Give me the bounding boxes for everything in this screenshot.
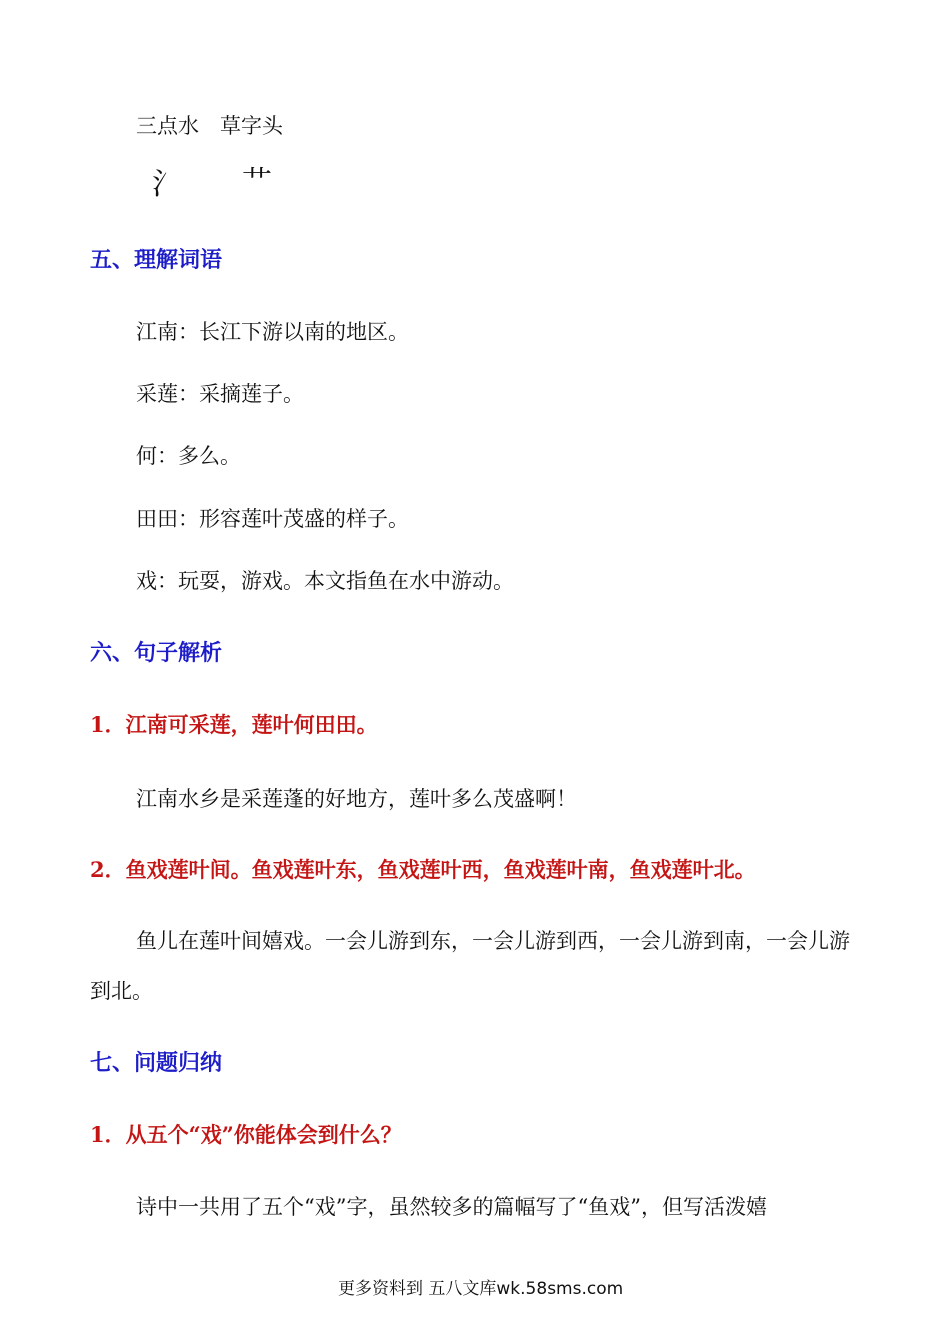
section5-heading: 五、理解词语 xyxy=(90,247,223,273)
vocab-item: 江南：长江下游以南的地区。 xyxy=(136,320,409,344)
vocab-item: 戏：玩耍，游戏。本文指鱼在水中游动。 xyxy=(136,569,514,593)
section7-heading: 七、问题归纳 xyxy=(90,1050,223,1076)
radical-grass-glyph: 艹 xyxy=(242,165,272,200)
radical-labels: 三点水 草字头 xyxy=(136,114,283,138)
sentence-1: 1．江南可采莲，莲叶何田田。 xyxy=(90,712,378,737)
sentence-1-explanation: 江南水乡是采莲蓬的好地方，莲叶多么茂盛啊！ xyxy=(136,787,577,811)
vocab-item: 何：多么。 xyxy=(136,444,241,468)
question-1-answer: 诗中一共用了五个“戏”字，虽然较多的篇幅写了“鱼戏”，但写活泼嬉 xyxy=(136,1195,767,1219)
vocab-item: 采莲：采摘莲子。 xyxy=(136,382,304,406)
section6-heading: 六、句子解析 xyxy=(90,640,223,666)
sentence-2: 2．鱼戏莲叶间。鱼戏莲叶东，鱼戏莲叶西，鱼戏莲叶南，鱼戏莲叶北。 xyxy=(90,857,756,882)
question-1: 1．从五个“戏”你能体会到什么？ xyxy=(90,1122,402,1147)
footer-link[interactable]: 更多资料到 五八文库wk.58sms.com xyxy=(338,1279,624,1299)
vocab-item: 田田：形容莲叶茂盛的样子。 xyxy=(136,507,409,531)
sentence-2-explanation: 鱼儿在莲叶间嬉戏。一会儿游到东，一会儿游到西，一会儿游到南，一会儿游到北。 xyxy=(90,929,850,1003)
radical-water-glyph: 氵 xyxy=(152,167,182,202)
